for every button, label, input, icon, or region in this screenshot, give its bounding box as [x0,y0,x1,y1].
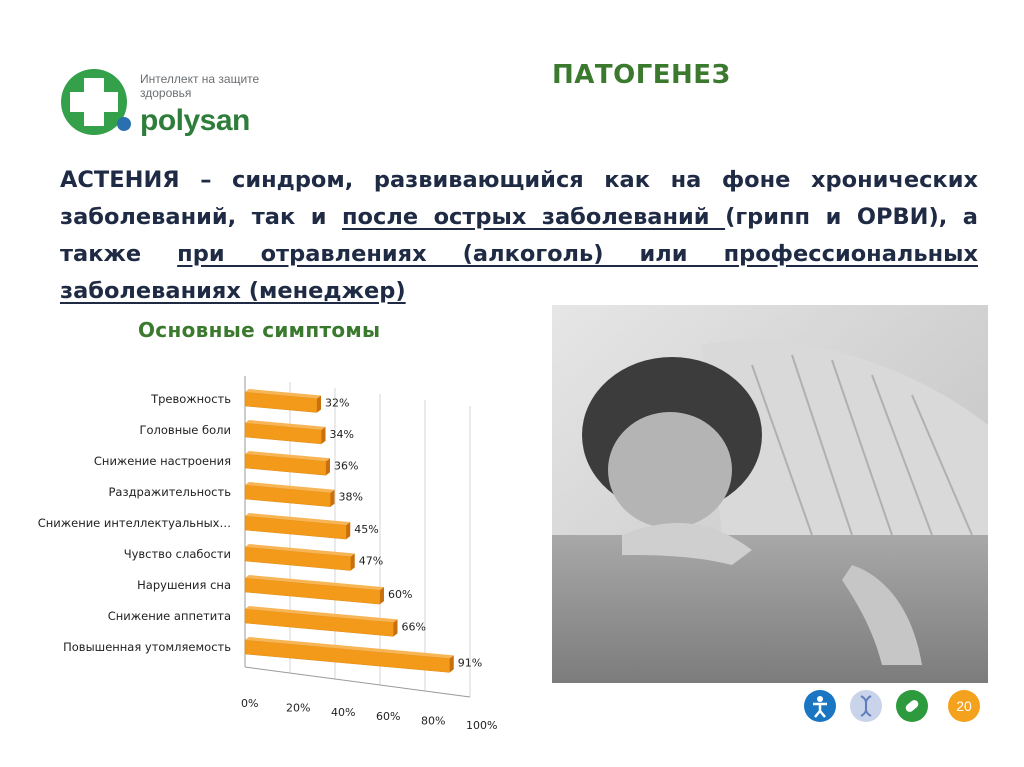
x-tick-label: 60% [376,710,401,724]
category-label: Головные боли [139,423,231,437]
pill-icon[interactable] [896,690,928,722]
x-tick-label: 20% [286,701,311,715]
value-label: 60% [388,588,413,602]
bar-end [380,587,384,604]
value-label: 91% [457,656,483,670]
x-tick-label: 40% [331,705,356,719]
bar-end [322,427,326,444]
value-label: 36% [334,459,359,473]
logo-brand: polysan [140,104,250,137]
value-label: 34% [329,427,354,441]
x-tick-label: 100% [466,719,498,732]
x-tick-label: 0% [241,697,259,710]
definition-paragraph [60,162,978,310]
value-label: 66% [401,620,426,634]
para-text-1: АСТЕНИЯ – синдром, развивающийся как на фоне хронических заболеваний, так и [60,167,978,230]
bar-end [317,395,321,412]
dna-icon[interactable] [850,690,882,722]
chart-title: Основные симптомы [138,318,381,342]
x-tick-label: 80% [421,714,446,728]
category-label: Снижение настроения [93,454,231,468]
para-underlined-1: после острых заболеваний [342,204,726,230]
category-label: Повышенная утомляемость [63,640,231,654]
category-label: Раздражительность [108,485,231,499]
value-label: 47% [358,554,384,568]
page-title: ПАТОГЕНЕЗ [552,60,731,90]
category-label: Нарушения сна [137,578,231,592]
para-text-2: (грипп и ОРВИ), а также [60,204,978,267]
value-label: 38% [338,490,363,504]
para-underlined-2: при отравлениях (алкоголь) или профессиональных заболеваниях (менеджер) [60,241,979,304]
person-icon[interactable] [804,690,836,722]
bar-end [351,554,355,571]
symptoms-bar-chart [0,350,500,732]
category-label: Тревожность [151,392,231,406]
category-label: Снижение аппетита [107,609,231,623]
bar [245,640,450,672]
bar-end [326,458,330,475]
value-label: 32% [325,396,350,410]
page-number: 20 [948,690,980,722]
tired-person-photo [552,305,988,683]
logo-tagline: Интеллект на защите здоровья [140,72,260,100]
category-label: Чувство слабости [123,547,231,561]
category-label: Снижение интеллектуальных… [37,516,231,530]
value-label: 45% [354,523,379,537]
